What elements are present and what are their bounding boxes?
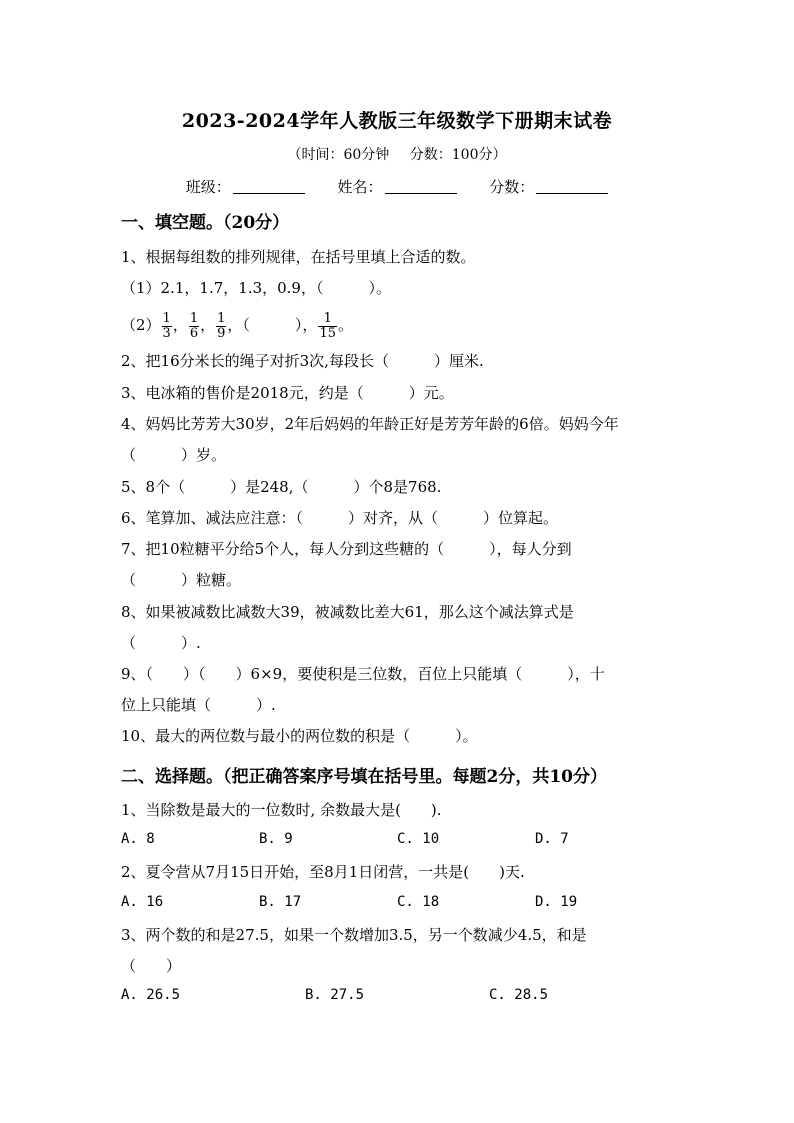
s1-question-7-line2: （ ）粒糖。	[121, 571, 242, 589]
s2-q2-option-d: D. 19	[535, 894, 578, 910]
exam-meta	[0, 144, 794, 164]
s1-question-4-line1: 4、妈妈比芳芳大30岁，2年后妈妈的年龄正好是芳芳年龄的6倍。妈妈今年	[121, 415, 619, 433]
class-label: 班级：	[185, 178, 231, 196]
s1-question-9-line2: 位上只能填（ ）.	[121, 696, 276, 714]
s2-q1-option-b: B. 9	[259, 831, 293, 847]
student-info	[0, 176, 794, 197]
fraction-1-9: $\frac{1}{9}$	[217, 310, 226, 341]
s1-question-9-line1: 9、（ ）（ ）6×9，要使积是三位数，百位上只能填（ ），十	[121, 665, 605, 683]
s1-question-6: 6、笔算加、减法应注意：（ ）对齐，从（ ）位算起。	[121, 509, 559, 527]
q1b-blank: ，（ ），	[227, 316, 318, 334]
section1-heading: 一、填空题。（20分）	[121, 213, 290, 233]
page-title: 2023-2024学年人教版三年级数学下册期末试卷	[181, 110, 613, 132]
s2-q1-option-a: A. 8	[121, 831, 155, 847]
s1-question-1: 1、根据每组数的排列规律，在括号里填上合适的数。	[121, 248, 476, 266]
score-blank[interactable]	[536, 179, 608, 194]
s1-question-5: 5、8个（ ）是248,（ ）个8是768.	[121, 478, 442, 496]
s1-question-8-line2: （ ）.	[121, 634, 201, 652]
s1-question-7-line1: 7、把10粒糖平分给5个人，每人分到这些糖的（ ），每人分到	[121, 540, 572, 558]
s2-q3-option-b: B. 27.5	[305, 987, 365, 1003]
score-label: 分数：	[489, 178, 535, 196]
s1-question-8-line1: 8、如果被减数比减数大39，被减数比差大61，那么这个减法算式是	[121, 603, 574, 621]
s2-question-3-line1: 3、两个数的和是27.5，如果一个数增加3.5，另一个数减少4.5，和是	[121, 926, 587, 944]
s1-question-4-line2: （ ）岁。	[121, 446, 227, 464]
section2-heading: 二、选择题。（把正确答案序号填在括号里。每题2分，共10分）	[121, 767, 607, 787]
score-field	[489, 176, 608, 197]
s2-q1-option-c: C. 10	[397, 831, 440, 847]
fraction-1-15: $\frac{1}{15}$	[319, 310, 336, 341]
q1b-prefix: （2）	[121, 316, 161, 334]
s2-q3-option-a: A. 26.5	[121, 987, 181, 1003]
name-field	[337, 176, 456, 197]
exam-time: （时间：60分钟	[287, 147, 390, 163]
s1-question-10: 10、最大的两位数与最小的两位数的积是（ ）。	[121, 727, 478, 745]
s2-question-2: 2、夏令营从7月15日开始，至8月1日闭营，一共是( )天.	[121, 863, 525, 881]
s1-question-2: 2、把16分米长的绳子对折3次,每段长（ ）厘米.	[121, 352, 484, 370]
s2-question-3-line2: （ ）	[121, 957, 182, 975]
s1-question-1b: （2） $\frac{1}{3}$ ， $\frac{1}{6}$ ， $\frac{1}{9}$ ，（ ）， $\frac{1}{15}$ 。	[121, 310, 353, 341]
s2-question-1: 1、当除数是最大的一位数时, 余数最大是( ).	[121, 801, 442, 819]
exam-total-score: 分数：100分）	[409, 147, 507, 163]
q1b-end: 。	[337, 316, 353, 334]
fraction-1-3: $\frac{1}{3}$	[162, 310, 171, 341]
s2-q1-option-d: D. 7	[535, 831, 569, 847]
s1-question-1a: （1）2.1，1.7，1.3，0.9，（ ）。	[121, 279, 391, 297]
fraction-1-6: $\frac{1}{6}$	[189, 310, 199, 341]
s2-q2-option-b: B. 17	[259, 894, 302, 910]
s2-q2-option-a: A. 16	[121, 894, 164, 910]
s2-q2-option-c: C. 18	[397, 894, 440, 910]
s2-q3-option-c: C. 28.5	[489, 987, 549, 1003]
class-field	[186, 176, 305, 197]
class-blank[interactable]	[233, 179, 305, 194]
name-blank[interactable]	[385, 179, 457, 194]
name-label: 姓名：	[337, 178, 383, 196]
s1-question-3: 3、电冰箱的售价是2018元，约是（ ）元。	[121, 384, 454, 402]
